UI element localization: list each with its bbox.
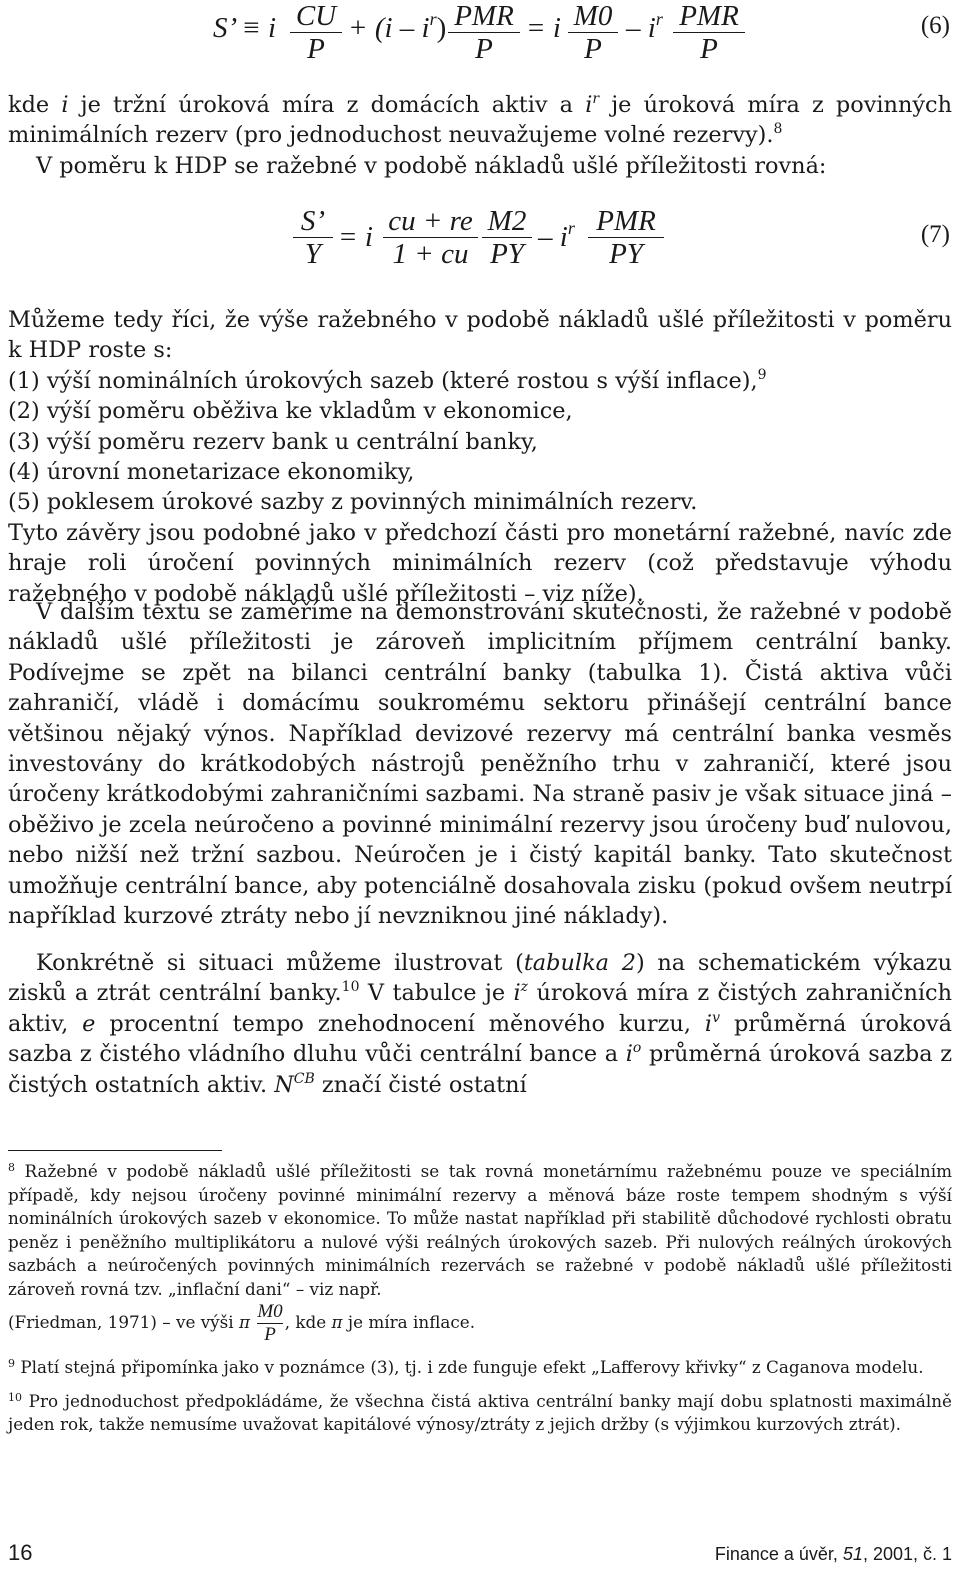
list-item: (4) úrovní monetarizace ekonomiky, <box>8 459 415 486</box>
paragraph-2 <box>8 305 952 609</box>
eq6-minus-ir: – $i^r$ <box>626 9 663 44</box>
eq6-frac-pmr-den: P <box>448 32 520 65</box>
eq6-frac-cu-num: CU <box>295 0 337 32</box>
eq7-frac-cure <box>383 205 478 270</box>
eq7-frac-cure-den: 1 + cu <box>383 237 478 270</box>
eq6-frac-pmr-num: PMR <box>454 0 514 32</box>
footnote-ref-8: 8 <box>773 121 783 138</box>
eq6-frac-m0-num: M0 <box>573 0 613 32</box>
paragraph-1-cont: V poměru k HDP se ražebné v podobě nákladů ušlé příležitosti rovná: <box>36 152 827 179</box>
eq6-frac-cu-den: P <box>290 32 342 65</box>
list-item: (5) poklesem úrokové sazby z povinných minimálních rezerv. <box>8 489 698 516</box>
paragraph-2-conclusion: Tyto závěry jsou podobné jako v předchozí části pro monetární ražebné, navíc zde hraje roli úročení povinných minimálních rezerv (což představuje výhodu ražebného v podobě nákladů ušlé příležitosti – viz níže). <box>8 519 952 607</box>
eq6-frac-pmr2-den: P <box>673 32 745 65</box>
eq6-number: (6) <box>920 12 950 39</box>
journal-citation: Finance a úvěr, 51, 2001, č. 1 <box>714 1544 952 1564</box>
eq7-frac-pmr-num: PMR <box>596 205 656 237</box>
eq7-frac-m2-num: M2 <box>487 205 527 237</box>
list-item: (2) výší poměru oběživa ke vkladům v ekonomice, <box>8 398 573 425</box>
footnote-9: $^9$ Platí stejná připomínka jako v poznámce (3), tj. i zde funguje efekt „Lafferovy křivky“ z Caganova modelu. <box>8 1357 924 1377</box>
eq7-eq-i: = i <box>338 221 373 253</box>
eq6-frac-pmr2 <box>673 0 745 65</box>
eq7-frac-sy <box>293 205 333 270</box>
eq6-frac-m0-den: P <box>568 32 618 65</box>
eq6-frac-pmr <box>448 0 520 65</box>
footnote-fraction: $\frac{M0}{P}$ <box>257 1301 283 1345</box>
list-item: (3) výší poměru rezerv bank u centrální banky, <box>8 428 538 455</box>
eq6-eq-i: = i <box>526 12 561 44</box>
eq6-frac-cu <box>290 0 342 65</box>
equation-6 <box>8 0 952 70</box>
paragraph-4: Konkrétně si situaci můžeme ilustrovat (tabulka 2) na schematickém výkazu zisků a ztrát centrální banky.$^{10}$ V tabulce je i$^z$ úroková míra z čistých zahraničních aktiv, e procentní tempo znehodnocení měnového kurzu, i$^v$ průměrná úroková sazba z čistého vládního dluhu vůči centrální bance a i$^o$ průměrná úroková sazba z čistých ostatních aktiv. N$^{CB}$ značí čisté ostatní <box>8 950 953 1098</box>
eq7-number: (7) <box>920 221 950 248</box>
equation-7 <box>8 205 952 275</box>
eq7-frac-cure-num: cu + re <box>388 205 473 237</box>
eq7-minus-ir: – $i^r$ <box>538 218 575 253</box>
eq7-frac-sy-num: S’ <box>300 205 326 237</box>
eq7-frac-m2-den: PY <box>482 237 532 270</box>
eq7-frac-pmr <box>588 205 664 270</box>
eq7-frac-pmr-den: PY <box>588 237 664 270</box>
footnote-ref-9: 9 <box>757 366 767 383</box>
eq6-mid: + $(i - i^r)$ <box>348 9 447 44</box>
list-item: (1) výší nominálních úrokových sazeb (které rostou s výší inflace),$^9$ <box>8 366 767 394</box>
footnote-divider <box>8 1150 222 1151</box>
eq7-frac-m2 <box>482 205 532 270</box>
paragraph-3: V dalším textu se zaměříme na demonstrování skutečnosti, že ražebné v podobě nákladů ušlé příležitosti je zároveň implicitním příjmem centrální banky. Podívejme se zpět na bilanci centrální banky (tabulka 1). Čistá aktiva vůči zahraničí, vládě i domácímu soukromému sektoru přinášejí centrální bance většinou nějaký výnos. Například devizové rezervy má centrální banka vesměs investovány do krátkodobých nástrojů peněžního trhu v zahraničí, které jsou úročeny krátkodobými zahraničními sazbami. Na straně pasiv je však situace jiná – oběživo je zcela neúročeno a povinné minimální rezervy jsou úročeny buď nulovou, nebo nižší než tržní sazbou. Neúročen je i čistý kapitál banky. Tato skutečnost umožňuje centrální bance, aby potenciálně dosahovala zisku (pokud ovšem neutrpí například kurzové ztráty nebo jí nevzniknou jiné náklady). <box>8 599 952 930</box>
eq6-lhs: S’ ≡ i <box>213 12 277 44</box>
footnote-10: $^{10}$ Pro jednoduchost předpokládáme, že všechna čistá aktiva centrální banky mají dobu splatnosti maximálně jeden rok, takže nemusíme uvažovat kapitálové výnosy/ztráty z jejich držby (s výjimkou kurzových ztrát). <box>8 1390 952 1434</box>
eq6-frac-m0 <box>568 0 618 65</box>
paragraph-1: kde i je tržní úroková míra z domácích aktiv a i$^r$ je úroková míra z povinných minimálních rezerv (pro jednoduchost neuvažujeme volné rezervy).$^8$ V poměru k HDP se ražebné v podobě nákladů ušlé příležitosti rovná: <box>8 90 952 181</box>
footnote-8: $^8$ Ražebné v podobě nákladů ušlé příležitosti se tak rovná monetárnímu ražebnému pouze ve speciálním případě, kdy nejsou úročeny povinné minimální rezervy a měnová báze roste tempem shodným s výší nominálních úrokových sazeb v ekonomice. To může nastat například při stabilitě důchodové rychlosti obratu peněz i peněžního multiplikátoru a nulové výši reálných úrokových sazeb. Při nulových reálných úrokových sazbách a neúročených povinných minimálních rezervách se ražebné v podobě nákladů ušlé příležitosti zároveň rovná tzv. „inflační dani“ – viz např. (Friedman, 1971) – ve výši π $\frac{M0}{P}$ , kde π je míra inflace. <box>8 1161 952 1345</box>
eq7-frac-sy-den: Y <box>293 237 333 270</box>
eq6-frac-pmr2-num: PMR <box>679 0 739 32</box>
footnote-ref-10: 10 <box>341 979 360 996</box>
paragraph-2-intro: Můžeme tedy říci, že výše ražebného v podobě nákladů ušlé příležitosti v poměru k HDP roste s: <box>8 307 952 364</box>
footnotes <box>8 1160 952 1447</box>
page-number: 16 <box>8 1540 33 1565</box>
